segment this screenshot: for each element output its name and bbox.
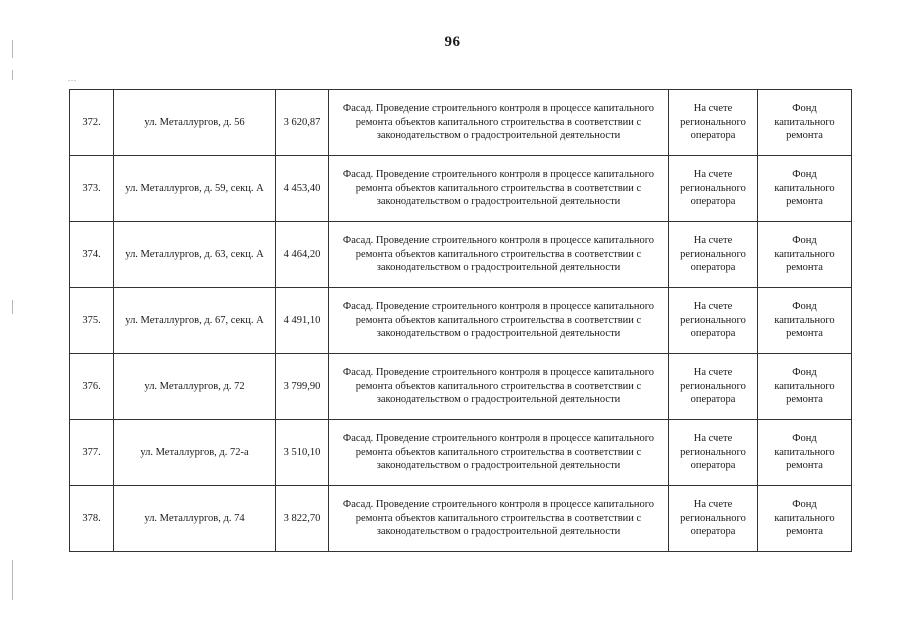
row-work-description: Фасад. Проведение строительного контроля в процессе капитального ремонта объектов капитального строительства в соответствии с законодательством о градостроительной деятельности [329, 222, 669, 288]
table-row [70, 288, 852, 354]
row-number: 374. [70, 222, 114, 288]
scan-edge-mark [12, 300, 13, 314]
repair-works-table [69, 89, 852, 552]
row-account: На счете регионального оператора [669, 486, 758, 552]
row-cost: 3 620,87 [276, 90, 329, 156]
row-account: На счете регионального оператора [669, 354, 758, 420]
row-address: ул. Металлургов, д. 72 [114, 354, 276, 420]
scan-edge-mark [12, 70, 13, 80]
row-fund: Фонд капитального ремонта [758, 420, 852, 486]
row-cost: 3 799,90 [276, 354, 329, 420]
table-row [70, 486, 852, 552]
row-cost: 3 510,10 [276, 420, 329, 486]
row-cost: 4 464,20 [276, 222, 329, 288]
row-cost: 3 822,70 [276, 486, 329, 552]
table-row [70, 222, 852, 288]
row-number: 378. [70, 486, 114, 552]
row-cost: 4 491,10 [276, 288, 329, 354]
row-work-description: Фасад. Проведение строительного контроля в процессе капитального ремонта объектов капитального строительства в соответствии с законодательством о градостроительной деятельности [329, 90, 669, 156]
table-row [70, 90, 852, 156]
row-work-description: Фасад. Проведение строительного контроля в процессе капитального ремонта объектов капитального строительства в соответствии с законодательством о градостроительной деятельности [329, 156, 669, 222]
row-number: 376. [70, 354, 114, 420]
row-address: ул. Металлургов, д. 67, секц. А [114, 288, 276, 354]
row-account: На счете регионального оператора [669, 420, 758, 486]
row-number: 375. [70, 288, 114, 354]
row-work-description: Фасад. Проведение строительного контроля в процессе капитального ремонта объектов капитального строительства в соответствии с законодательством о градостроительной деятельности [329, 288, 669, 354]
row-account: На счете регионального оператора [669, 90, 758, 156]
row-number: 377. [70, 420, 114, 486]
row-fund: Фонд капитального ремонта [758, 354, 852, 420]
scan-edge-mark [12, 560, 13, 600]
table-body [70, 90, 852, 552]
row-address: ул. Металлургов, д. 59, секц. А [114, 156, 276, 222]
continuation-dots: ... [68, 74, 77, 83]
row-work-description: Фасад. Проведение строительного контроля в процессе капитального ремонта объектов капитального строительства в соответствии с законодательством о градостроительной деятельности [329, 354, 669, 420]
page-number: 96 [444, 34, 461, 50]
row-number: 372. [70, 90, 114, 156]
table-row [70, 156, 852, 222]
row-account: На счете регионального оператора [669, 222, 758, 288]
row-fund: Фонд капитального ремонта [758, 288, 852, 354]
table-row [70, 354, 852, 420]
table-row [70, 420, 852, 486]
row-account: На счете регионального оператора [669, 156, 758, 222]
row-cost: 4 453,40 [276, 156, 329, 222]
row-work-description: Фасад. Проведение строительного контроля в процессе капитального ремонта объектов капитального строительства в соответствии с законодательством о градостроительной деятельности [329, 420, 669, 486]
row-fund: Фонд капитального ремонта [758, 156, 852, 222]
row-number: 373. [70, 156, 114, 222]
row-address: ул. Металлургов, д. 63, секц. А [114, 222, 276, 288]
row-work-description: Фасад. Проведение строительного контроля в процессе капитального ремонта объектов капитального строительства в соответствии с законодательством о градостроительной деятельности [329, 486, 669, 552]
row-account: На счете регионального оператора [669, 288, 758, 354]
row-fund: Фонд капитального ремонта [758, 222, 852, 288]
row-address: ул. Металлургов, д. 72-а [114, 420, 276, 486]
row-fund: Фонд капитального ремонта [758, 90, 852, 156]
row-address: ул. Металлургов, д. 56 [114, 90, 276, 156]
row-fund: Фонд капитального ремонта [758, 486, 852, 552]
row-address: ул. Металлургов, д. 74 [114, 486, 276, 552]
